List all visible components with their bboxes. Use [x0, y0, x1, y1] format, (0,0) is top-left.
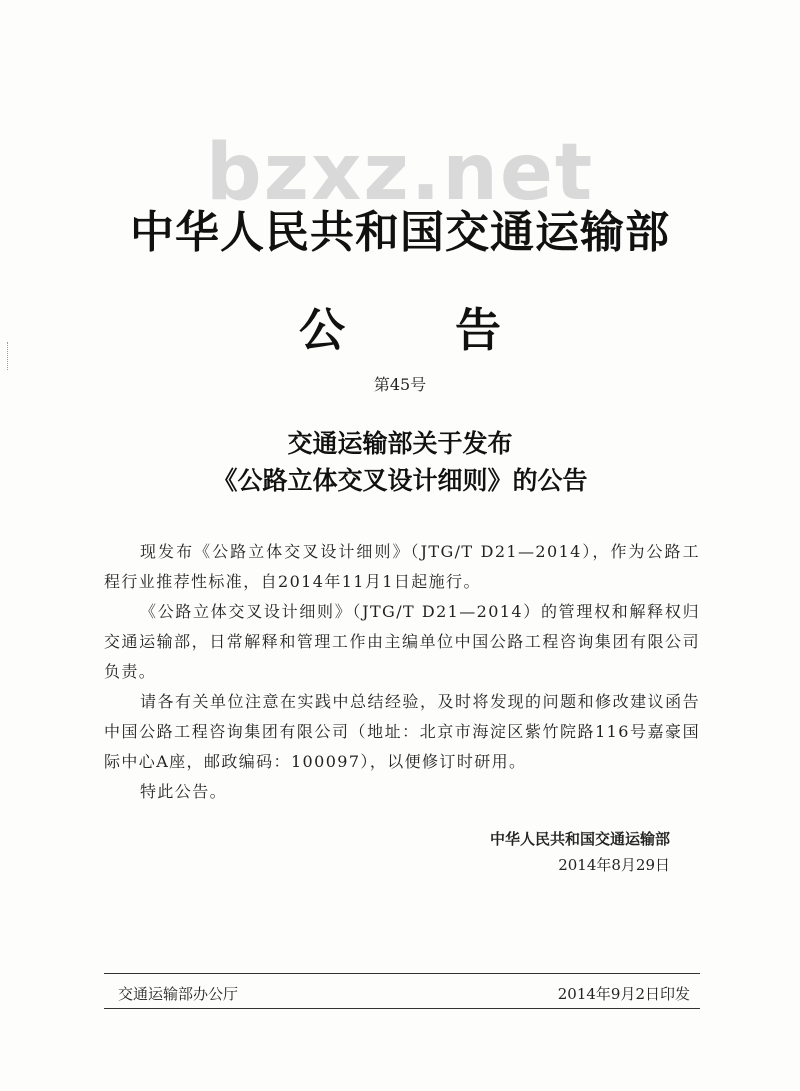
announcement-body [104, 537, 700, 807]
watermark: bzxz.net [205, 128, 595, 218]
headline-line-2: 《公路立体交叉设计细则》的公告 [212, 466, 588, 495]
issuer-title: 中华人民共和国交通运输部 [130, 207, 670, 258]
body-paragraph-2: 《公路立体交叉设计细则》（JTG/T D21—2014）的管理权和解释权归交通运输部，日常解释和管理工作由主编单位中国公路工程咨询集团有限公司负责。 [104, 602, 700, 681]
document-number: 第45号 [373, 375, 427, 394]
footer-rule-top [104, 973, 700, 974]
signature-org: 中华人民共和国交通运输部 [489, 830, 670, 848]
body-paragraph-1: 现发布《公路立体交叉设计细则》（JTG/T D21—2014），作为公路工程行业推荐性标准，自2014年11月1日起施行。 [104, 542, 700, 591]
signature-date: 2014年8月29日 [558, 856, 670, 874]
signature-block [490, 826, 670, 878]
footer-rule-bottom [104, 1008, 700, 1009]
body-paragraph-3: 请各有关单位注意在实践中总结经验，及时将发现的问题和修改建议函告中国公路工程咨询集团有限公司（地址：北京市海淀区紫竹院路116号嘉豪国际中心A座，邮政编码：100097），以便修订时研用。 [104, 692, 700, 771]
print-date: 2014年9月2日印发 [557, 985, 690, 1003]
document-type: 公告 [299, 303, 611, 357]
headline-line-1: 交通运输部关于发布 [287, 429, 513, 458]
body-paragraph-4: 特此公告。 [140, 782, 228, 801]
issuing-office: 交通运输部办公厅 [118, 985, 239, 1003]
